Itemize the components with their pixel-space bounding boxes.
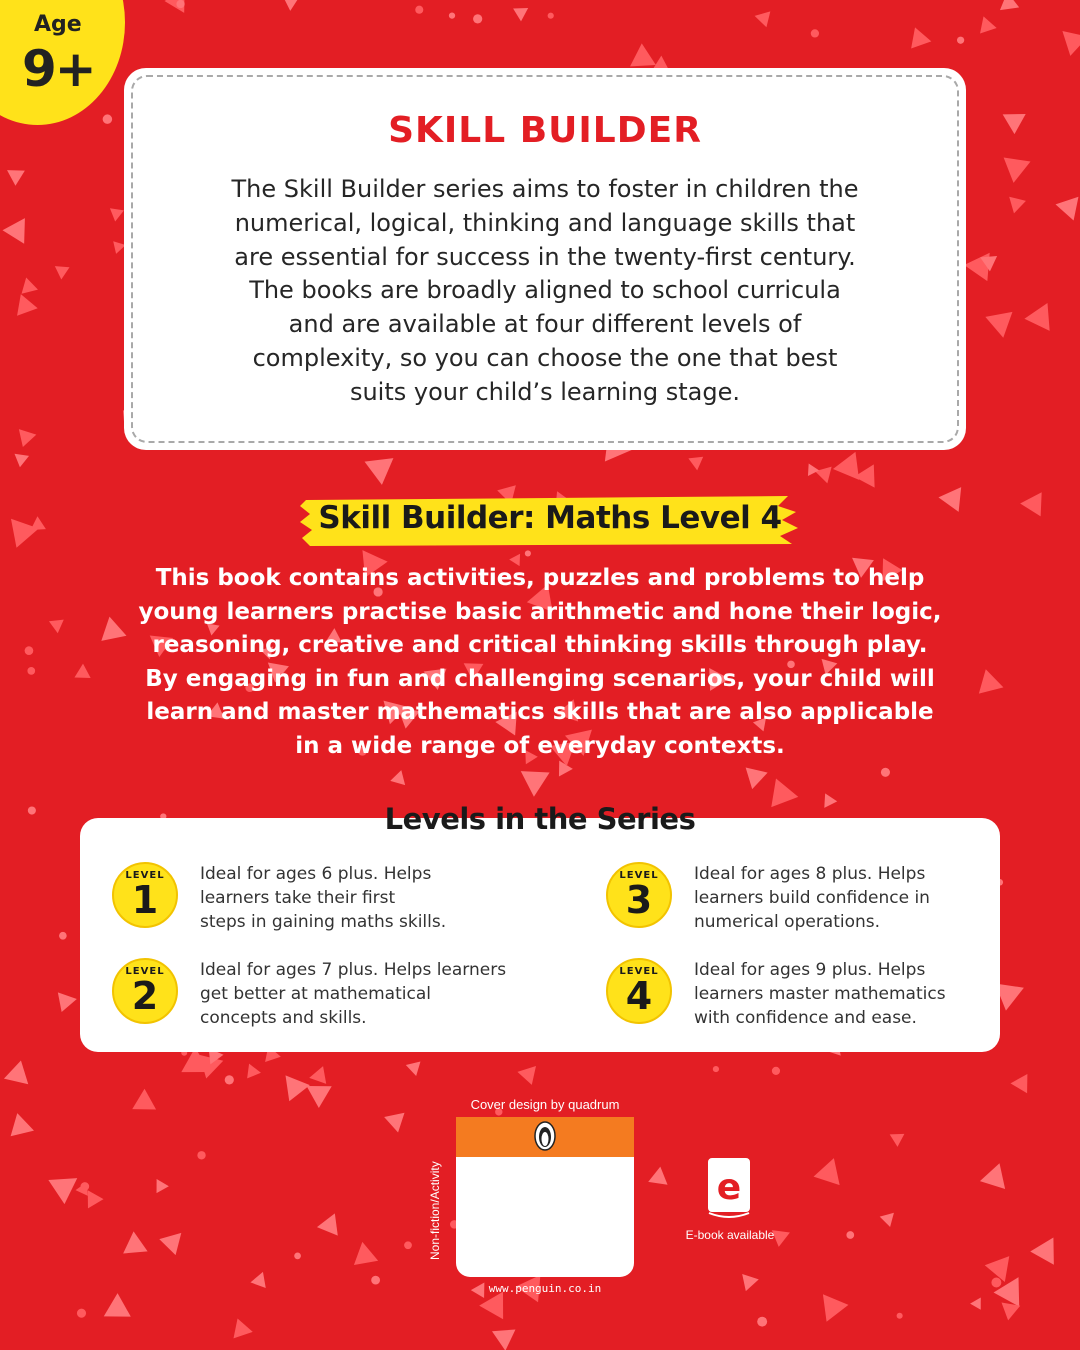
background-triangle (7, 170, 25, 186)
background-triangle (2, 1113, 34, 1145)
text-line: suits your child’s learning stage. (349, 377, 741, 406)
level-badge-4 (606, 958, 672, 1024)
text-line: in a wide range of everyday contexts. (295, 732, 785, 759)
text-line: and are available at four different levels of (288, 310, 802, 339)
level-badge-label: LEVEL (619, 870, 659, 881)
text-line: The books are broadly aligned to school curricula (249, 276, 841, 305)
cover-credit: Cover design by quadrum (470, 1097, 620, 1112)
text-line: Ideal for ages 7 plus. Helps learners (200, 960, 507, 980)
level-description (694, 958, 984, 1030)
background-triangle (249, 1272, 266, 1291)
background-dot (473, 14, 482, 23)
background-triangle (404, 1058, 421, 1076)
background-triangle (174, 1048, 210, 1085)
text-line: learners take their first (200, 888, 396, 908)
background-triangle (49, 620, 65, 634)
text-line: learn and master mathematics skills that are also applicable (146, 699, 934, 726)
background-dot (914, 39, 920, 45)
background-triangle (890, 1134, 905, 1147)
background-triangle (19, 426, 38, 447)
background-triangle (283, 0, 301, 11)
ebook-label: E-book available (685, 1228, 775, 1242)
background-dot (225, 1075, 234, 1084)
background-triangle (104, 1293, 131, 1317)
background-triangle (552, 761, 573, 781)
level-badge-label: LEVEL (619, 966, 659, 977)
background-dot (25, 646, 34, 655)
background-triangle (997, 104, 1026, 134)
background-dot (404, 1241, 412, 1249)
background-triangle (808, 464, 819, 477)
background-triangle (517, 1066, 541, 1088)
age-value: 9+ (22, 40, 95, 98)
category-label: Non-fiction/Activity (428, 1161, 442, 1260)
background-triangle (648, 1165, 670, 1185)
level-item-2 (112, 958, 507, 1038)
background-triangle (384, 1105, 411, 1133)
background-dot (757, 1317, 767, 1327)
background-dot (197, 1151, 205, 1159)
background-dot (294, 1252, 301, 1259)
levels-title: Levels in the Series (384, 802, 696, 836)
ebook-icon (705, 1155, 753, 1223)
background-triangle (970, 1298, 986, 1313)
background-triangle (738, 759, 768, 789)
text-line: This book contains activities, puzzles and problems to help (155, 565, 925, 591)
text-line: with confidence and ease. (694, 1008, 917, 1028)
penguin-logo-icon (534, 1121, 556, 1151)
book-title-banner (300, 494, 800, 548)
level-item-4 (606, 958, 986, 1038)
text-line: get better at mathematical (200, 984, 431, 1004)
background-triangle (1024, 297, 1060, 331)
level-description (200, 862, 490, 934)
background-triangle (479, 1292, 515, 1326)
background-triangle (492, 1320, 522, 1350)
background-dot (846, 1231, 854, 1239)
text-line: learners master mathematics (694, 984, 946, 1004)
background-triangle (880, 1213, 898, 1229)
text-line: reasoning, creative and critical thinking skills through play. (152, 632, 928, 659)
background-triangle (980, 1163, 1015, 1198)
text-line: concepts and skills. (200, 1008, 367, 1028)
level-number: 3 (625, 878, 653, 922)
background-triangle (1057, 31, 1080, 59)
text-line: Ideal for ages 9 plus. Helps (694, 960, 926, 980)
book-title: Skill Builder: Maths Level 4 (318, 500, 782, 536)
level-number: 2 (131, 974, 159, 1018)
background-triangle (13, 454, 29, 469)
background-triangle (2, 217, 25, 243)
background-dot (897, 1313, 903, 1319)
background-dot (103, 114, 112, 123)
intro-card (124, 68, 966, 450)
background-dot (713, 1066, 719, 1072)
background-triangle (71, 664, 91, 685)
background-triangle (88, 1190, 104, 1208)
background-triangle (9, 294, 38, 323)
background-triangle (938, 487, 970, 517)
level-number: 1 (131, 878, 159, 922)
background-triangle (359, 448, 394, 485)
background-dot (27, 667, 35, 675)
background-dot (371, 1276, 380, 1285)
background-triangle (1020, 492, 1051, 522)
text-line: are essential for success in the twenty-first century. (234, 242, 856, 271)
background-triangle (4, 1058, 33, 1085)
background-triangle (911, 27, 933, 52)
level-item-1 (112, 862, 492, 942)
text-line: Ideal for ages 6 plus. Helps (200, 864, 432, 884)
background-dot (415, 6, 423, 14)
text-line: young learners practise basic arithmetic and hone their logic, (138, 598, 942, 625)
background-triangle (973, 16, 996, 39)
background-dot (59, 932, 67, 940)
level-description (694, 862, 984, 934)
background-dot (449, 12, 455, 18)
background-dot (881, 768, 890, 777)
text-line: steps in gaining maths skills. (200, 912, 447, 932)
background-triangle (811, 1158, 840, 1190)
background-triangle (228, 1315, 253, 1338)
background-dot (77, 1309, 86, 1318)
level-badge-label: LEVEL (125, 870, 165, 881)
level-number: 4 (625, 974, 653, 1018)
level-badge-1 (112, 862, 178, 928)
background-dot (957, 37, 964, 44)
background-triangle (736, 1268, 759, 1291)
background-triangle (18, 275, 38, 293)
background-triangle (156, 1228, 181, 1255)
series-title: SKILL BUILDER (388, 110, 702, 151)
book-description (120, 562, 960, 764)
ebook-letter: e (716, 1167, 742, 1208)
level-item-3 (606, 862, 986, 942)
level-description (200, 958, 540, 1030)
background-triangle (510, 2, 529, 21)
background-triangle (1030, 1238, 1054, 1266)
background-triangle (121, 1230, 147, 1253)
background-triangle (963, 251, 990, 281)
text-line: numerical operations. (694, 912, 881, 932)
background-triangle (317, 1213, 347, 1242)
background-triangle (346, 1242, 378, 1275)
series-description (164, 173, 926, 410)
background-triangle (995, 974, 1029, 1010)
background-dot (811, 29, 819, 37)
background-triangle (1000, 0, 1023, 16)
background-triangle (979, 669, 1007, 699)
background-triangle (277, 1075, 310, 1106)
background-triangle (132, 1089, 156, 1110)
background-triangle (150, 1179, 168, 1197)
text-line: complexity, so you can choose the one that best (252, 343, 838, 372)
background-triangle (1009, 193, 1028, 214)
background-triangle (1053, 192, 1078, 220)
website-url: www.penguin.co.in (488, 1282, 602, 1295)
publisher-band (456, 1117, 634, 1157)
text-line: Ideal for ages 8 plus. Helps (694, 864, 926, 884)
background-triangle (985, 312, 1016, 340)
background-triangle (823, 1291, 850, 1322)
text-line: numerical, logical, thinking and language skills that (234, 208, 856, 237)
level-badge-2 (112, 958, 178, 1024)
background-dot (525, 550, 531, 556)
barcode-area (456, 1117, 634, 1277)
background-triangle (52, 992, 77, 1015)
levels-card (80, 818, 1000, 1052)
background-triangle (241, 1064, 261, 1083)
level-badge-label: LEVEL (125, 966, 165, 977)
background-triangle (815, 461, 838, 484)
background-dot (772, 1067, 780, 1075)
background-triangle (55, 261, 73, 280)
background-triangle (1011, 1069, 1036, 1093)
age-label: Age (34, 12, 82, 37)
background-triangle (388, 770, 405, 788)
background-triangle (688, 451, 707, 471)
level-badge-3 (606, 862, 672, 928)
text-line: learners build confidence in (694, 888, 930, 908)
background-dot (548, 13, 554, 19)
text-line: The Skill Builder series aims to foster in children the (231, 175, 859, 203)
background-triangle (755, 6, 777, 28)
background-triangle (520, 771, 550, 797)
background-dot (991, 1278, 1001, 1288)
background-triangle (995, 147, 1030, 183)
background-triangle (629, 43, 656, 67)
background-dot (176, 0, 184, 8)
text-line: By engaging in fun and challenging scenarios, your child will (145, 665, 935, 692)
background-triangle (48, 1166, 85, 1204)
